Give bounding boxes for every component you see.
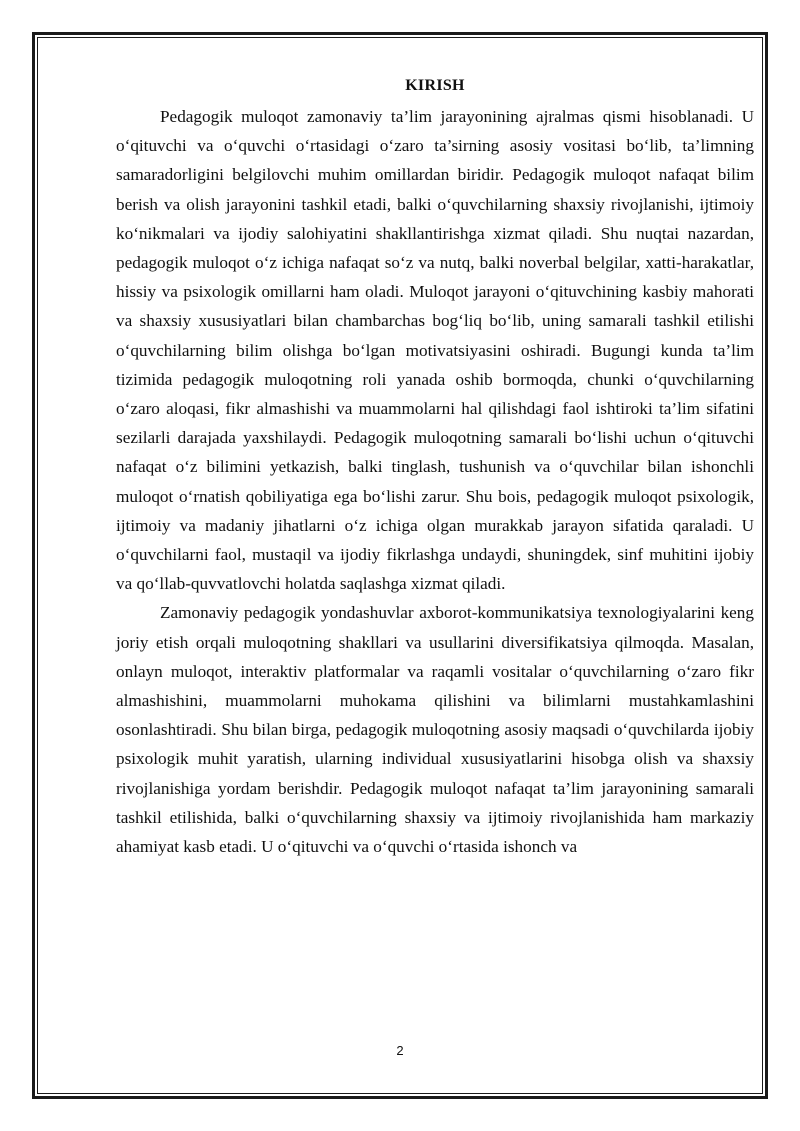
paragraph-2: Zamonaviy pedagogik yondashuvlar axborot-kommunikatsiya texnologiyalarini keng joriy etish orqali muloqotning shakllari va usullarini diversifikatsiya qilmoqda. Masalan, onlayn muloqot, interaktiv platformalar va raqamli vositalar o‘quvchilarning o‘zaro fikr almashishini, muammolarni muhokama qilishini va bilimlarni mustahkamlashini osonlashtiradi. Shu bilan birga, pedagogik muloqotning asosiy maqsadi o‘quvchilarda ijobiy psixologik muhit yaratish, ularning individual xususiyatlarini hisobga olish va shaxsiy rivojlanishiga yordam berishdir. Pedagogik muloqot nafaqat ta’lim jarayonining samarali tashkil etilishida, balki o‘quvchilarning shaxsiy va ijtimoiy rivojlanishida ham markaziy ahamiyat kasb etadi. U o‘qituvchi va o‘quvchi o‘rtasida ishonch va <box>116 603 754 857</box>
paragraph-1: Pedagogik muloqot zamonaviy ta’lim jarayonining ajralmas qismi hisoblanadi. U o‘qituvchi va o‘quvchi o‘rtasidagi o‘zaro ta’sirning asosiy vositasi bo‘lib, ta’limning samaradorligini belgilovchi muhim omillardan biridir. Pedagogik muloqot nafaqat bilim berish va olish jarayonini tashkil etadi, balki o‘quvchilarning shaxsiy rivojlanishi, ijtimoiy ko‘nikmalari va ijodiy salohiyatini shakllantirishga xizmat qiladi. Shu nuqtai nazardan, pedagogik muloqot o‘z ichiga nafaqat so‘z va nutq, balki noverbal belgilar, xatti-harakatlar, hissiy va psixologik omillarni ham oladi. Muloqot jarayoni o‘qituvchining kasbiy mahorati va shaxsiy xususiyatlari bilan chambarchas bog‘liq bo‘lib, uning samarali tashkil etilishi o‘quvchilarning bilim olishga bo‘lgan motivatsiyasini oshiradi. Bugungi kunda ta’lim tizimida pedagogik muloqotning roli yanada oshib bormoqda, chunki o‘quvchilarning o‘zaro aloqasi, fikr almashishi va muammolarni hal qilishdagi faol ishtiroki ta’lim sifatini sezilarli darajada yaxshilaydi. Pedagogik muloqotning samarali bo‘lishi uchun o‘qituvchi nafaqat o‘z bilimini yetkazish, balki tinglash, tushunish va o‘quvchilar bilan ishonchli muloqot o‘rnatish qobiliyatiga ega bo‘lishi zarur. Shu bois, pedagogik muloqot psixologik, ijtimoiy va madaniy jihatlarni o‘z ichiga olgan murakkab jarayon sifatida qaraladi. U o‘quvchilarni faol, mustaqil va ijodiy fikrlashga undaydi, shuningdek, sinf muhitini ijobiy va qo‘llab-quvvatlovchi holatda saqlashga xizmat qiladi. <box>116 107 754 594</box>
page-number: 2 <box>396 1043 404 1058</box>
page-content <box>116 74 754 861</box>
section-title: KIRISH <box>405 77 465 94</box>
